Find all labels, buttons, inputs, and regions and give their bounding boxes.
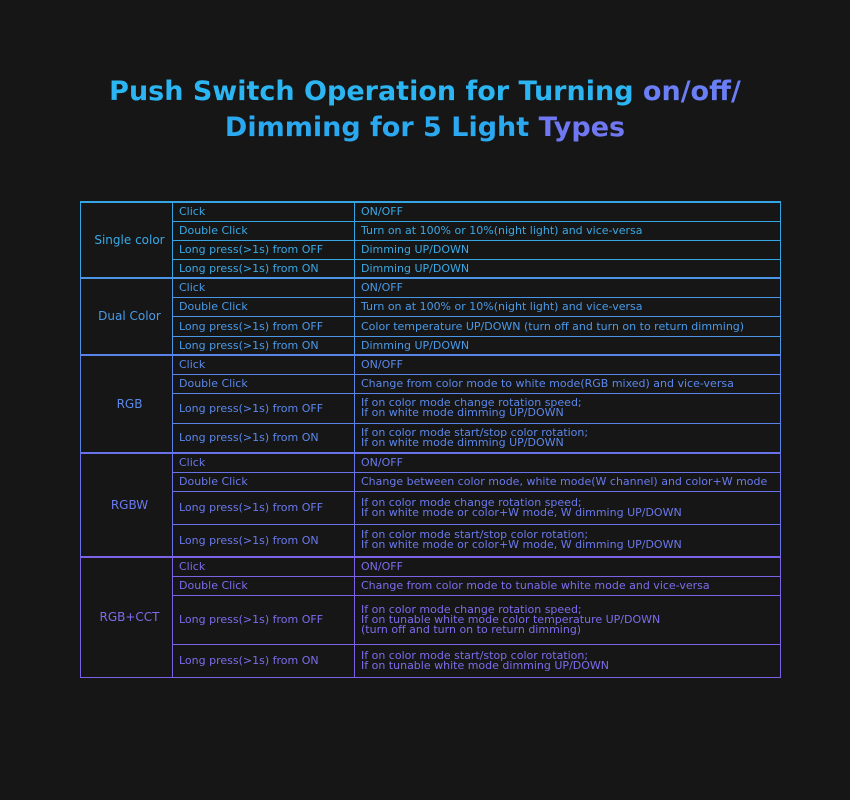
- action-cell: Click: [173, 453, 355, 472]
- description-line: (turn off and turn on to return dimming): [361, 622, 582, 636]
- action-cell: Long press(>1s) from ON: [173, 644, 355, 677]
- action-cell: Double Click: [173, 221, 355, 240]
- description-cell: [355, 557, 781, 576]
- light-type-label: Dual Color: [98, 309, 161, 323]
- description-cell: [355, 453, 781, 472]
- light-type-cell: [81, 557, 173, 677]
- title-line-1: [0, 74, 850, 110]
- description-cell: [355, 644, 781, 677]
- table-row: [81, 240, 781, 259]
- table-row: [81, 472, 781, 491]
- title-line-2-text: Dimming for 5 Light: [224, 112, 539, 143]
- description-line: Change between color mode, white mode(W channel) and color+W mode: [361, 475, 768, 488]
- description-line: If on color mode change rotation speed;: [361, 602, 582, 616]
- description-cell: [355, 491, 781, 524]
- description-cell: [355, 423, 781, 453]
- operation-table: [80, 201, 781, 678]
- action-cell: Double Click: [173, 374, 355, 393]
- table-row: [81, 355, 781, 374]
- table-row: [81, 259, 781, 278]
- action-cell: Long press(>1s) from ON: [173, 423, 355, 453]
- light-type-label: RGB: [116, 396, 143, 411]
- description-line: Dimming UP/DOWN: [361, 243, 470, 256]
- description-line: Turn on at 100% or 10%(night light) and vice-versa: [361, 300, 643, 313]
- description-line: ON/OFF: [361, 456, 403, 470]
- table-row: [81, 644, 781, 677]
- action-cell: Double Click: [173, 297, 355, 316]
- light-type-cell: [81, 278, 173, 355]
- action-cell: Long press(>1s) from OFF: [173, 491, 355, 524]
- description-line: Change from color mode to white mode(RGB mixed) and vice-versa: [361, 377, 734, 390]
- title-line-2: [0, 110, 850, 146]
- table-row: [81, 316, 781, 336]
- description-cell: [355, 524, 781, 557]
- action-cell: Click: [173, 278, 355, 297]
- group-1: [81, 278, 781, 355]
- action-cell: Click: [173, 557, 355, 576]
- light-type-cell: [81, 202, 173, 278]
- light-type-label: Single color: [94, 232, 165, 247]
- group-4: [81, 557, 781, 677]
- table-row: [81, 336, 781, 355]
- action-cell: Double Click: [173, 576, 355, 595]
- action-cell: Long press(>1s) from ON: [173, 524, 355, 557]
- action-cell: Long press(>1s) from OFF: [173, 240, 355, 259]
- light-type-label: RGB+CCT: [99, 609, 160, 624]
- description-cell: [355, 595, 781, 644]
- description-cell: [355, 202, 781, 221]
- description-line: If on color mode change rotation speed;: [361, 495, 582, 509]
- action-cell: Long press(>1s) from ON: [173, 259, 355, 278]
- light-type-cell: [81, 355, 173, 453]
- description-cell: [355, 374, 781, 393]
- light-type-cell: [81, 453, 173, 557]
- description-line: If on white mode dimming UP/DOWN: [361, 406, 564, 419]
- description-line: Color temperature UP/DOWN (turn off and turn on to return dimming): [361, 319, 745, 333]
- table-row: [81, 202, 781, 221]
- light-type-label: RGBW: [110, 497, 149, 512]
- table-row: [81, 393, 781, 423]
- description-line: ON/OFF: [361, 281, 403, 295]
- table-row: [81, 423, 781, 453]
- description-line: If on color mode start/stop color rotation;: [361, 648, 589, 662]
- description-line: Dimming UP/DOWN: [361, 261, 470, 275]
- action-cell: Click: [173, 355, 355, 374]
- page-title: [0, 74, 850, 146]
- description-cell: [355, 355, 781, 374]
- description-line: If on color mode start/stop color rotation;: [361, 528, 589, 542]
- description-cell: [355, 278, 781, 297]
- description-cell: [355, 336, 781, 355]
- description-line: If on tunable white mode dimming UP/DOWN: [361, 658, 610, 672]
- table-row: [81, 221, 781, 240]
- description-cell: [355, 472, 781, 491]
- action-cell: Long press(>1s) from OFF: [173, 316, 355, 336]
- table-row: [81, 453, 781, 472]
- action-cell: Long press(>1s) from OFF: [173, 595, 355, 644]
- description-line: Turn on at 100% or 10%(night light) and vice-versa: [361, 224, 643, 237]
- action-cell: Long press(>1s) from OFF: [173, 393, 355, 423]
- table-row: [81, 491, 781, 524]
- description-cell: [355, 221, 781, 240]
- action-cell: Long press(>1s) from ON: [173, 336, 355, 355]
- table-row: [81, 297, 781, 316]
- description-cell: [355, 297, 781, 316]
- table-row: [81, 374, 781, 393]
- description-line: If on color mode change rotation speed;: [361, 396, 582, 409]
- action-cell: Click: [173, 202, 355, 221]
- description-line: ON/OFF: [361, 358, 403, 372]
- description-line: If on white mode dimming UP/DOWN: [361, 435, 564, 449]
- description-line: Dimming UP/DOWN: [361, 338, 470, 352]
- title-line-1-text: Push Switch Operation for Turning: [109, 76, 643, 107]
- table-row: [81, 557, 781, 576]
- title-line-1-highlight: on/off/: [642, 76, 741, 107]
- description-line: Change from color mode to tunable white mode and vice-versa: [361, 579, 710, 592]
- description-cell: [355, 240, 781, 259]
- description-line: ON/OFF: [361, 560, 403, 574]
- table-row: [81, 524, 781, 557]
- operation-table-wrapper: [80, 201, 780, 683]
- description-line: If on white mode or color+W mode, W dimming UP/DOWN: [361, 505, 682, 519]
- description-line: If on white mode or color+W mode, W dimming UP/DOWN: [361, 538, 682, 552]
- group-2: [81, 355, 781, 453]
- description-line: If on tunable white mode color temperature UP/DOWN: [361, 612, 661, 626]
- description-line: If on color mode start/stop color rotation;: [361, 425, 589, 439]
- title-line-2-highlight: Types: [538, 112, 626, 143]
- description-cell: [355, 576, 781, 595]
- group-3: [81, 453, 781, 557]
- table-row: [81, 278, 781, 297]
- description-line: ON/OFF: [361, 205, 403, 219]
- table-row: [81, 595, 781, 644]
- group-0: [81, 202, 781, 278]
- description-cell: [355, 316, 781, 336]
- description-cell: [355, 393, 781, 423]
- action-cell: Double Click: [173, 472, 355, 491]
- table-row: [81, 576, 781, 595]
- description-cell: [355, 259, 781, 278]
